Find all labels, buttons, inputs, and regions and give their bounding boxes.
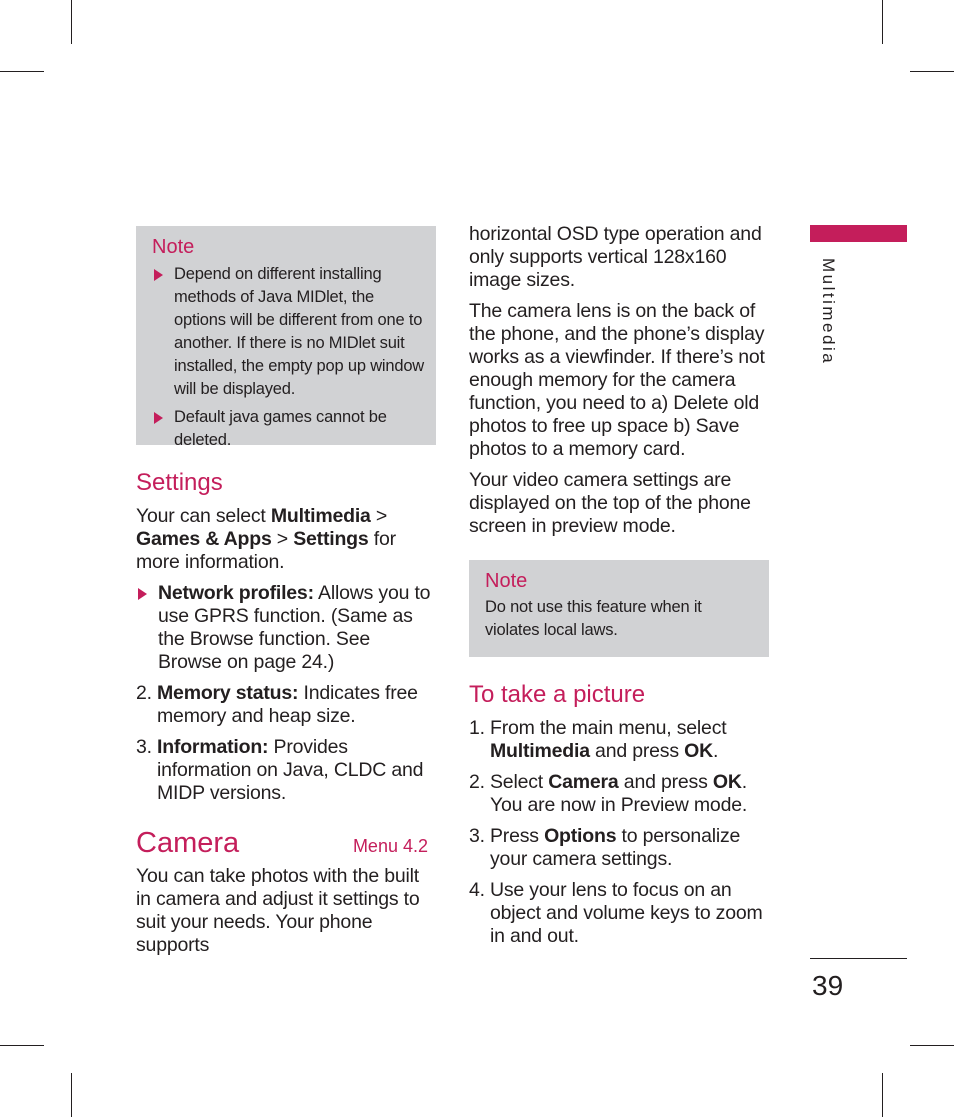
- note-title: Note: [485, 570, 528, 592]
- step-item: 1. From the main menu, select Multimedia and press OK.: [469, 717, 727, 762]
- crop-mark: [910, 71, 954, 72]
- crop-mark: [0, 1045, 44, 1046]
- crop-mark: [882, 0, 883, 44]
- crop-mark: [71, 0, 72, 44]
- paragraph: The camera lens is on the back of the phone, and the phone’s display works as a viewfinder. If there’s not enough memory for the camera function, you need to a) Delete old photos to free up space b) Save photos to a memory card.: [469, 300, 765, 460]
- left-column: [136, 226, 436, 957]
- section-color-bar: [810, 225, 907, 242]
- right-body: [469, 223, 769, 538]
- right-column: [469, 223, 769, 956]
- page-number-rule: [810, 958, 907, 959]
- paragraph: horizontal OSD type operation and only supports vertical 128x160 image sizes.: [469, 223, 762, 291]
- settings-item-network: Network profiles: Allows you to use GPRS function. (Same as the Browse function. See Browse on page 24.): [136, 582, 436, 674]
- settings-intro: Your can select Multimedia > Games & Apps > Settings for more information.: [136, 505, 396, 573]
- crop-mark: [882, 1073, 883, 1117]
- camera-heading: Camera: [136, 827, 240, 859]
- settings-body: [136, 505, 436, 805]
- crop-mark: [910, 1045, 954, 1046]
- menu-reference: Menu 4.2: [352, 836, 428, 856]
- note-item: Default java games cannot be deleted.: [152, 406, 426, 452]
- camera-intro: You can take photos with the built in camera and adjust it settings to suit your needs. Your phone supports: [136, 865, 420, 956]
- section-label: Multimedia: [819, 258, 838, 366]
- triangle-bullet-icon: [138, 588, 147, 600]
- note-box-laws: [469, 560, 769, 657]
- note-text: Do not use this feature when it violates local laws.: [485, 598, 702, 639]
- settings-item-memory: 2. Memory status: Indicates free memory and heap size.: [136, 682, 418, 727]
- take-picture-heading: To take a picture: [469, 681, 646, 708]
- triangle-bullet-icon: [154, 412, 163, 424]
- paragraph: Your video camera settings are displayed on the top of the phone screen in preview mode.: [469, 469, 751, 537]
- settings-heading: Settings: [136, 469, 223, 496]
- note-title: Note: [152, 236, 195, 258]
- triangle-bullet-icon: [154, 269, 163, 281]
- crop-mark: [0, 71, 44, 72]
- camera-heading-row: [136, 827, 436, 867]
- crop-mark: [71, 1073, 72, 1117]
- take-picture-steps: [469, 717, 769, 948]
- settings-item-information: 3. Information: Provides information on Java, CLDC and MIDP versions.: [136, 736, 424, 804]
- note-box-java: [136, 226, 436, 449]
- step-item: 2. Select Camera and press OK. You are now in Preview mode.: [469, 771, 748, 816]
- step-item: 3. Press Options to personalize your camera settings.: [469, 825, 741, 870]
- step-item: 4. Use your lens to focus on an object and volume keys to zoom in and out.: [469, 879, 763, 947]
- note-item: Depend on different installing methods of Java MIDlet, the options will be different from one to another. If there is no MIDlet suit installed, the empty pop up window will be displayed.: [152, 263, 426, 401]
- page-number: 39: [812, 970, 844, 1001]
